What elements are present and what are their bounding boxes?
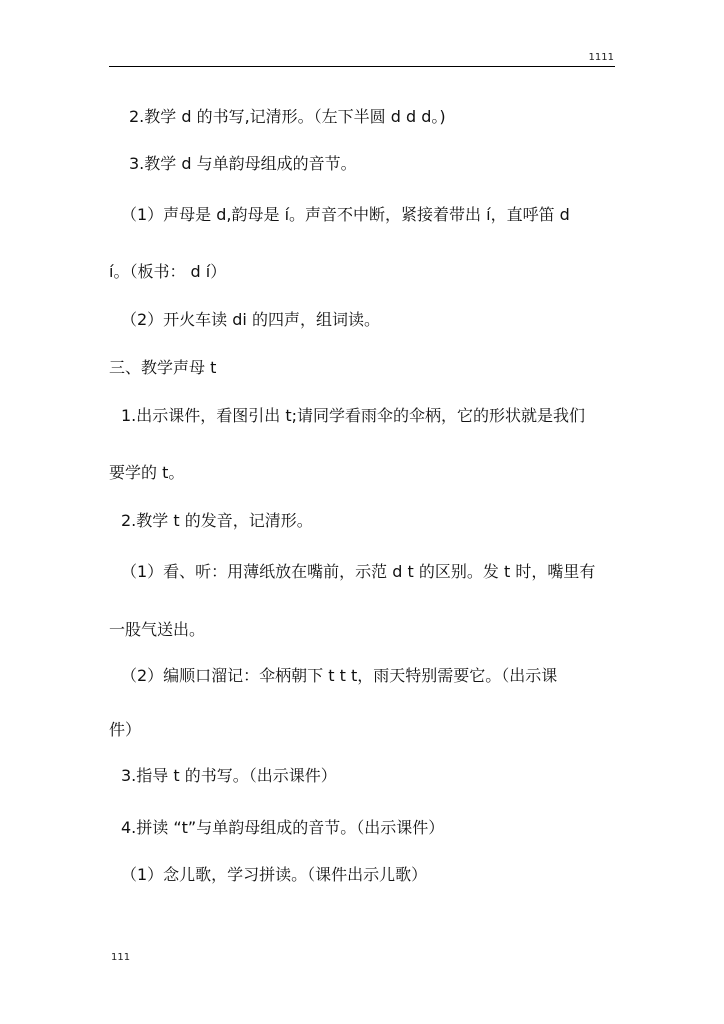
paragraph-line: 一股气送出。 (109, 620, 206, 639)
paragraph-line: 3.教学 d 与单韵母组成的音节。 (129, 154, 357, 173)
section-heading: 三、教学声母 t (109, 358, 217, 377)
footer-page-number: 111 (111, 952, 131, 963)
paragraph-line: 要学的 t。 (109, 463, 185, 482)
header-divider (109, 66, 615, 67)
paragraph-line: （1）声母是 d,韵母是 í。声音不中断，紧接着带出 í，直呼笛 d (121, 205, 570, 224)
paragraph-line: 2.教学 t 的发音，记清形。 (121, 511, 313, 530)
header-page-number: 1111 (588, 52, 614, 63)
paragraph-line: í。（板书： d í） (109, 262, 227, 281)
paragraph-line: 件） (109, 720, 142, 739)
paragraph-line: （2）开火车读 di 的四声，组词读。 (121, 310, 380, 329)
paragraph-line: 1.出示课件，看图引出 t;请同学看雨伞的伞柄，它的形状就是我们 (121, 406, 586, 425)
paragraph-line: （2）编顺口溜记：伞柄朝下 t t t，雨天特别需要它。（出示课 (121, 666, 558, 685)
paragraph-line: 4.拼读 “t”与单韵母组成的音节。（出示课件） (121, 818, 445, 837)
paragraph-line: （1）看、听：用薄纸放在嘴前，示范 d t 的区别。发 t 时，嘴里有 (121, 562, 596, 581)
paragraph-line: 2.教学 d 的书写,记清形。（左下半圆 d d d。) (129, 107, 446, 126)
paragraph-line: 3.指导 t 的书写。（出示课件） (121, 766, 337, 785)
paragraph-line: （1）念儿歌，学习拼读。（课件出示儿歌） (121, 865, 428, 884)
